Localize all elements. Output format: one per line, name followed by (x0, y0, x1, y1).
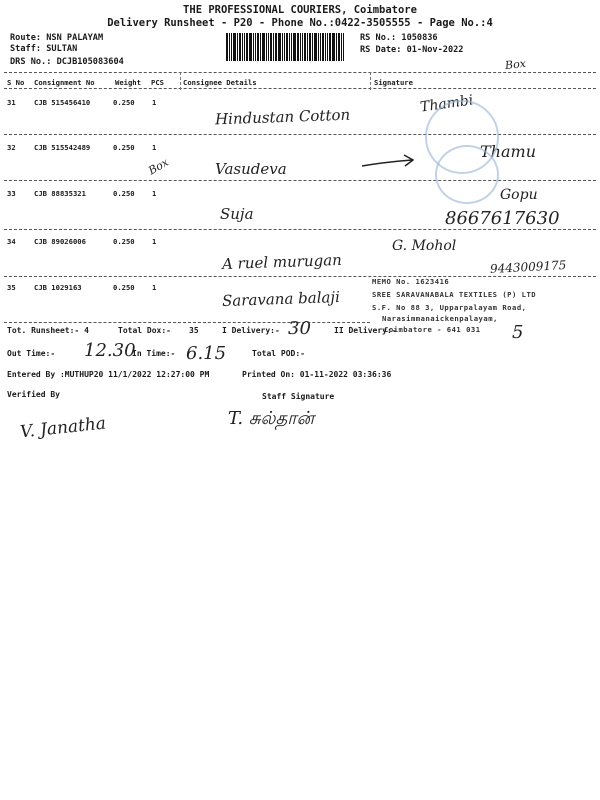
row-rule (4, 276, 596, 277)
barcode-bar (314, 33, 317, 61)
barcode-bar (273, 33, 274, 61)
col-divider (370, 72, 371, 90)
staff-signature-label: Staff Signature (262, 392, 335, 401)
barcode-bar (231, 33, 232, 61)
row-signature-phone: 8667617630 (445, 208, 560, 229)
row-sno: 33 (7, 189, 16, 198)
barcode-bar (282, 33, 283, 61)
barcode-bar (242, 33, 243, 61)
barcode-bar (291, 33, 292, 61)
row-weight: 0.250 (113, 143, 135, 152)
row-sno: 35 (7, 283, 16, 292)
drs-number: DRS No.: DCJB105083604 (10, 57, 124, 67)
total-pod-label: Total POD:- (252, 349, 305, 358)
barcode-bar (257, 33, 259, 61)
barcode-bar (297, 33, 299, 61)
barcode-bar (239, 33, 241, 61)
header-rule (4, 88, 596, 89)
row-pcs: 1 (152, 237, 157, 246)
in-time-label: In Time:- (132, 349, 176, 358)
row-consignment: CJB 89026006 (34, 237, 86, 246)
i-delivery-value: 30 (288, 318, 311, 339)
row-note-box: Box (146, 155, 171, 178)
barcode-bar (244, 33, 245, 61)
row-consignment: CJB 515542489 (34, 143, 91, 152)
barcode-bar (229, 33, 230, 61)
total-dox-label: Total Dox:- (118, 326, 171, 335)
row-rule (4, 322, 370, 323)
col-header-sno: S No (7, 78, 25, 87)
row-signature: Thamu (480, 142, 536, 161)
col-header-pcs: PCS (151, 78, 164, 87)
seal-mark (435, 145, 499, 204)
barcode-bar (300, 33, 301, 61)
barcode-bar (338, 33, 340, 61)
rs-number: RS No.: 1050836 (360, 33, 438, 43)
verified-by-label: Verified By (7, 390, 60, 399)
barcode-bar (302, 33, 303, 61)
barcode-bar (266, 33, 267, 61)
barcode-bar (329, 33, 331, 61)
row-signature: Thambi (419, 92, 475, 116)
row-rule (4, 229, 596, 230)
i-delivery-label: I Delivery:- (222, 326, 280, 335)
in-time-value: 6.15 (186, 343, 227, 364)
out-time-value: 12.30 (84, 340, 136, 361)
barcode-bar (325, 33, 326, 61)
staff-label: Staff: SULTAN (10, 44, 78, 54)
total-runsheet: Tot. Runsheet:- 4 (7, 326, 89, 335)
row-consignment: CJB 515456410 (34, 98, 91, 107)
col-header-signature: Signature (374, 78, 413, 87)
barcode-bar (341, 33, 342, 61)
barcode-bar (332, 33, 335, 61)
barcode-bar (293, 33, 296, 61)
row-consignment: CJB 1029163 (34, 283, 82, 292)
barcode (226, 33, 358, 61)
row-pcs: 1 (152, 189, 157, 198)
staff-signature: T. சுல்தான் (228, 408, 315, 429)
stamp-line: Narasimmanaickenpalayam, (382, 314, 498, 323)
col-header-consignee: Consignee Details (183, 78, 257, 87)
row-sno: 32 (7, 143, 16, 152)
row-pcs: 1 (152, 143, 157, 152)
barcode-bar (312, 33, 313, 61)
barcode-bar (289, 33, 290, 61)
entered-by: Entered By :MUTHUP20 11/1/2022 12:27:00 PM (7, 370, 210, 379)
barcode-bar (237, 33, 238, 61)
barcode-bar (343, 33, 344, 61)
barcode-bar (284, 33, 285, 61)
company-title: THE PROFESSIONAL COURIERS, Coimbatore (183, 4, 417, 16)
barcode-bar (318, 33, 319, 61)
row-consignee-handwritten: Suja (220, 205, 254, 223)
barcode-bar (233, 33, 236, 61)
out-time-label: Out Time:- (7, 349, 56, 358)
barcode-bar (255, 33, 256, 61)
row-rule (4, 180, 596, 181)
barcode-bar (336, 33, 337, 61)
rs-date: RS Date: 01-Nov-2022 (360, 45, 464, 55)
row-weight: 0.250 (113, 237, 135, 246)
row-consignee-handwritten: Hindustan Cotton (214, 105, 351, 129)
box-note: Box (504, 56, 527, 73)
row-note: Gopu (500, 187, 538, 203)
barcode-bar (278, 33, 281, 61)
ii-delivery-value: 5 (512, 322, 524, 343)
barcode-bar (268, 33, 269, 61)
table-top-rule (4, 72, 596, 73)
barcode-bar (327, 33, 328, 61)
barcode-bar (262, 33, 265, 61)
col-header-weight: Weight (115, 78, 141, 87)
barcode-bar (307, 33, 308, 61)
row-weight: 0.250 (113, 189, 135, 198)
row-rule (4, 134, 596, 135)
route-label: Route: NSN PALAYAM (10, 33, 104, 43)
runsheet-subtitle: Delivery Runsheet - P20 - Phone No.:0422-3505555 - Page No.:4 (107, 17, 493, 29)
barcode-bar (253, 33, 254, 61)
barcode-bar (304, 33, 306, 61)
row-weight: 0.250 (113, 283, 135, 292)
barcode-bar (275, 33, 277, 61)
col-header-consignment: Consignment No (34, 78, 95, 87)
barcode-bar (286, 33, 288, 61)
barcode-bar (260, 33, 261, 61)
barcode-bar (322, 33, 324, 61)
barcode-bar (309, 33, 311, 61)
row-pcs: 1 (152, 283, 157, 292)
stamp-line: MEMO No. 1623416 (372, 277, 450, 286)
ii-delivery-label: II Delivery:- (334, 326, 397, 335)
row-consignee-handwritten: A ruel murugan (221, 250, 343, 274)
verifier-signature: V. Janatha (19, 413, 107, 443)
col-divider (180, 72, 181, 90)
row-consignee-handwritten: Saravana balaji (221, 287, 341, 311)
row-consignee-handwritten: Vasudeva (215, 160, 287, 178)
barcode-bar (246, 33, 248, 61)
barcode-bar (249, 33, 252, 61)
arrow-icon (360, 152, 420, 172)
total-dox-value: 35 (189, 326, 199, 335)
stamp-line: Coimbatore - 641 031 (384, 325, 481, 334)
barcode-bar (320, 33, 321, 61)
row-note-phone: 9443009175 (489, 258, 567, 276)
stamp-line: SREE SARAVANABALA TEXTILES (P) LTD (372, 290, 537, 299)
row-signature: G. Mohol (392, 238, 457, 254)
barcode-bar (270, 33, 272, 61)
stamp-line: S.F. No 88 3, Upparpalayam Road, (372, 303, 527, 312)
row-weight: 0.250 (113, 98, 135, 107)
barcode-bar (226, 33, 228, 61)
row-pcs: 1 (152, 98, 157, 107)
row-consignment: CJB 88835321 (34, 189, 86, 198)
row-sno: 34 (7, 237, 16, 246)
printed-on: Printed On: 01-11-2022 03:36:36 (242, 370, 392, 379)
row-sno: 31 (7, 98, 16, 107)
